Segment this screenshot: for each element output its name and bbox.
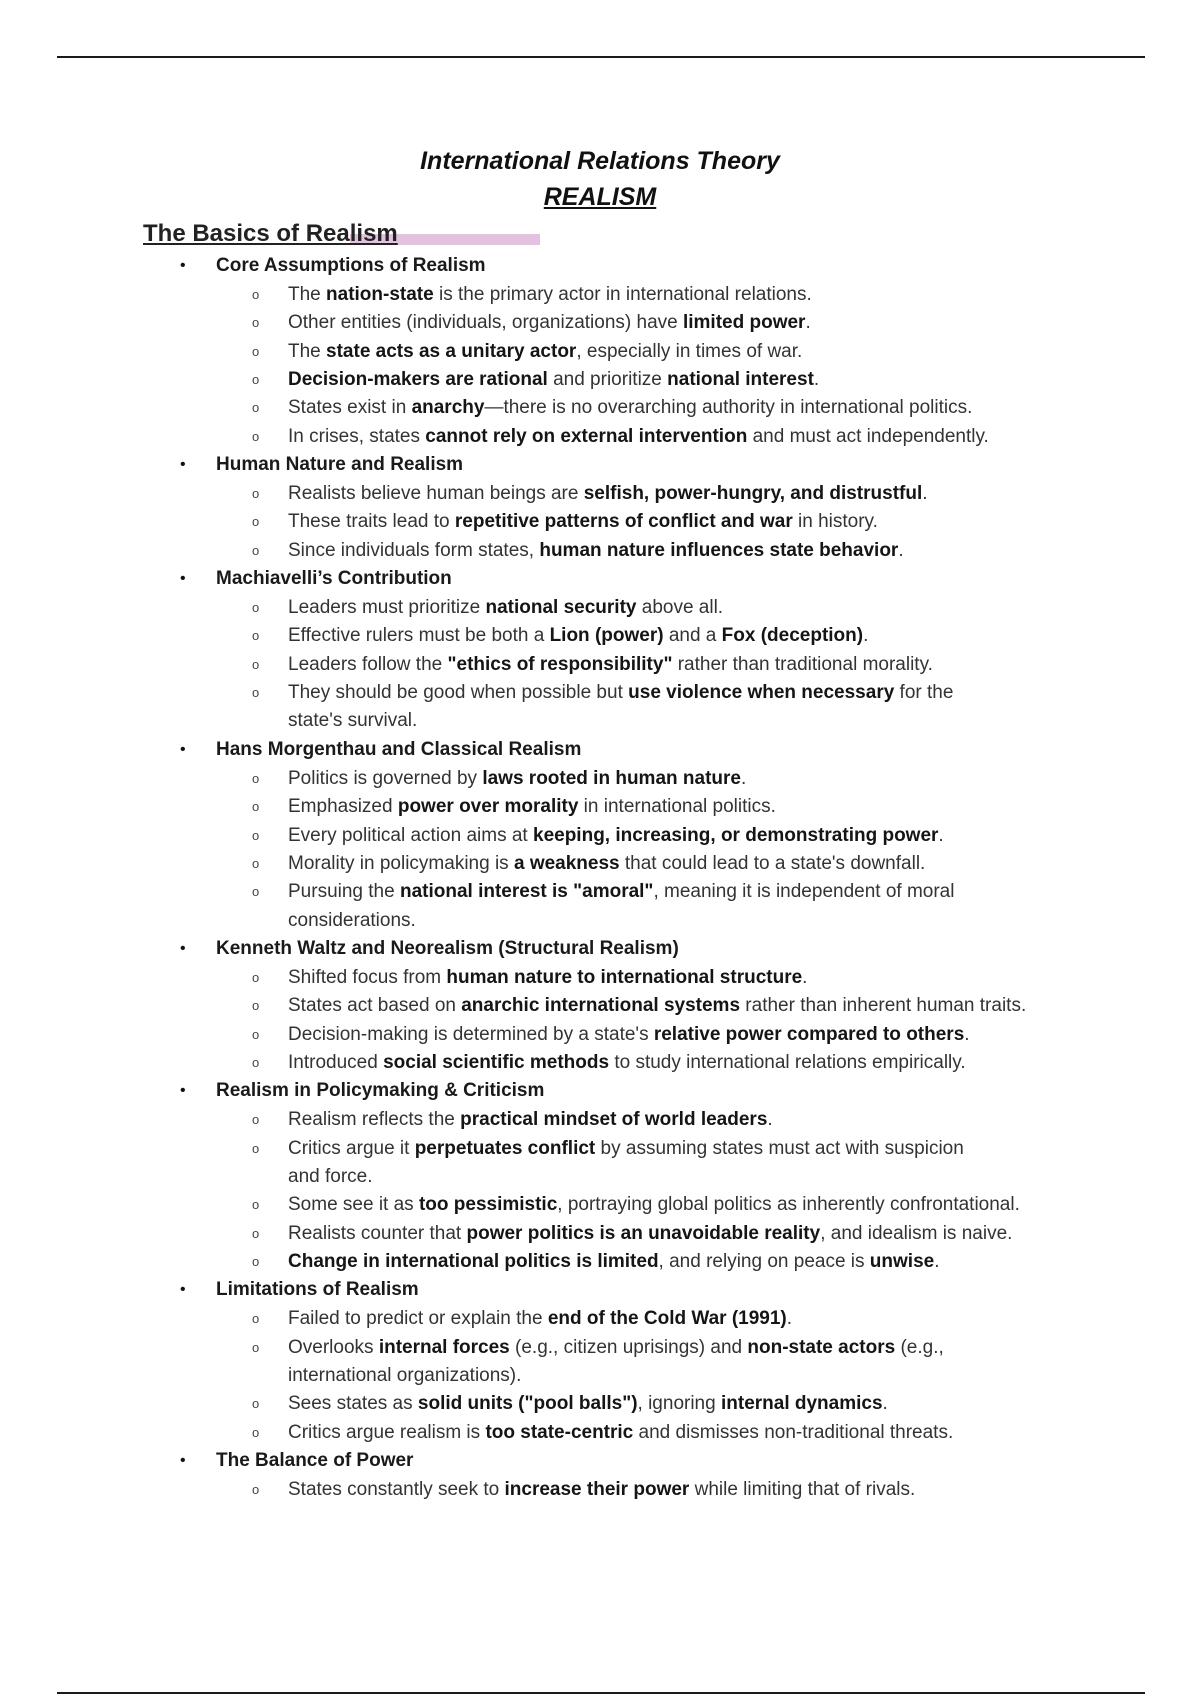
sub-bullet-icon: o <box>252 770 260 786</box>
sub-bullet-icon: o <box>252 1112 260 1128</box>
sub-bullet-icon: o <box>252 855 260 871</box>
sub-item <box>0 707 1200 735</box>
sub-bullet-icon: o <box>252 514 260 530</box>
sub-item-text: Other entities (individuals, organizations) have limited power. <box>288 312 811 334</box>
sub-item <box>0 1334 1200 1362</box>
sub-item <box>0 281 1200 309</box>
sub-item-text: considerations. <box>288 909 416 931</box>
sub-item <box>0 1248 1200 1276</box>
sub-item <box>0 964 1200 992</box>
sub-item-text: States constantly seek to increase their power while limiting that of rivals. <box>288 1479 916 1501</box>
sub-bullet-icon: o <box>252 1197 260 1213</box>
sub-bullet-icon: o <box>252 1225 260 1241</box>
sub-bullet-icon: o <box>252 685 260 701</box>
sub-bullet-icon: o <box>252 1482 260 1498</box>
sub-bullet-icon: o <box>252 799 260 815</box>
sub-item-text: Realists believe human beings are selfish, power-hungry, and distrustful. <box>288 483 928 505</box>
sub-item <box>0 394 1200 422</box>
sub-item-text: Introduced social scientific methods to study international relations empirically. <box>288 1051 966 1073</box>
sub-item-text: Shifted focus from human nature to international structure. <box>288 966 808 988</box>
sub-item-text: Critics argue realism is too state-centric and dismisses non-traditional threats. <box>288 1421 954 1443</box>
sub-bullet-icon: o <box>252 1311 260 1327</box>
topic-label: Human Nature and Realism <box>216 454 464 476</box>
topic-item <box>0 252 1200 281</box>
sub-item-text: Effective rulers must be both a Lion (power) and a Fox (deception). <box>288 625 869 647</box>
topic-label: Kenneth Waltz and Neorealism (Structural Realism) <box>216 937 679 959</box>
bullet-icon: • <box>180 1082 186 1100</box>
sub-item-text: They should be good when possible but use violence when necessary for the <box>288 682 954 704</box>
topic-label: The Balance of Power <box>216 1450 414 1472</box>
topic-item <box>0 1077 1200 1106</box>
topic-item <box>0 565 1200 594</box>
topic-item <box>0 736 1200 765</box>
sub-item <box>0 1390 1200 1418</box>
topic-label: Machiavelli’s Contribution <box>216 568 452 590</box>
sub-item <box>0 1362 1200 1390</box>
sub-bullet-icon: o <box>252 1140 260 1156</box>
sub-item-text: state's survival. <box>288 710 418 732</box>
sub-bullet-icon: o <box>252 400 260 416</box>
sub-item <box>0 1305 1200 1333</box>
sub-item-text: Politics is governed by laws rooted in human nature. <box>288 767 747 789</box>
sub-item-text: Since individuals form states, human nature influences state behavior. <box>288 539 904 561</box>
sub-bullet-icon: o <box>252 315 260 331</box>
sub-item-text: Leaders must prioritize national security above all. <box>288 597 724 619</box>
sub-item-text: Emphasized power over morality in international politics. <box>288 796 776 818</box>
sub-item <box>0 1419 1200 1447</box>
bullet-icon: • <box>180 939 186 957</box>
document-subtitle: REALISM <box>543 183 657 211</box>
sub-item-text: Overlooks internal forces (e.g., citizen uprisings) and non-state actors (e.g., <box>288 1336 944 1358</box>
sub-bullet-icon: o <box>252 1396 260 1412</box>
sub-bullet-icon: o <box>252 287 260 302</box>
sub-item-text: These traits lead to repetitive patterns of conflict and war in history. <box>288 511 878 533</box>
sub-item <box>0 508 1200 536</box>
bullet-icon: • <box>180 740 186 758</box>
sub-bullet-icon: o <box>252 656 260 672</box>
sub-item <box>0 309 1200 337</box>
topic-label: Realism in Policymaking & Criticism <box>216 1080 545 1102</box>
sub-item-text: Decision-making is determined by a state's relative power compared to others. <box>288 1023 970 1045</box>
sub-item <box>0 594 1200 622</box>
document-title: International Relations Theory <box>420 147 780 175</box>
sub-item-text: Change in international politics is limited, and relying on peace is unwise. <box>288 1250 940 1272</box>
sub-item-text: Morality in policymaking is a weakness that could lead to a state's downfall. <box>288 852 926 874</box>
sub-item <box>0 850 1200 878</box>
sub-item <box>0 537 1200 565</box>
sub-item <box>0 622 1200 650</box>
sub-item-text: international organizations). <box>288 1365 522 1386</box>
sub-item <box>0 1021 1200 1049</box>
header-rule <box>57 56 1145 58</box>
sub-bullet-icon: o <box>252 428 260 444</box>
sub-bullet-icon: o <box>252 827 260 843</box>
sub-bullet-icon: o <box>252 1424 260 1440</box>
sub-item <box>0 765 1200 793</box>
sub-bullet-icon: o <box>252 998 260 1014</box>
sub-item <box>0 878 1200 906</box>
sub-bullet-icon: o <box>252 486 260 502</box>
sub-item-text: Failed to predict or explain the end of the Cold War (1991). <box>288 1308 793 1330</box>
sub-bullet-icon: o <box>252 884 260 900</box>
sub-bullet-icon: o <box>252 542 260 558</box>
topic-label: Hans Morgenthau and Classical Realism <box>216 738 582 760</box>
sub-bullet-icon: o <box>252 372 260 388</box>
sub-item <box>0 907 1200 935</box>
sub-item-text: Sees states as solid units ("pool balls"), ignoring internal dynamics. <box>288 1393 888 1415</box>
sub-bullet-icon: o <box>252 628 260 644</box>
sub-item <box>0 1049 1200 1077</box>
sub-item <box>0 822 1200 850</box>
sub-item <box>0 992 1200 1020</box>
sub-item-text: Realists counter that power politics is an unavoidable reality, and idealism is naive. <box>288 1222 1013 1244</box>
sub-item-text: Realism reflects the practical mindset of world leaders. <box>288 1109 773 1131</box>
sub-item-text: Leaders follow the "ethics of responsibility" rather than traditional morality. <box>288 653 933 675</box>
sub-item <box>0 338 1200 366</box>
bullet-icon: • <box>180 456 186 474</box>
bullet-icon: • <box>180 1452 186 1470</box>
sub-item <box>0 1476 1200 1504</box>
sub-item <box>0 1220 1200 1248</box>
bullet-icon: • <box>180 1281 186 1299</box>
sub-item-text: States act based on anarchic international systems rather than inherent human traits. <box>288 995 1027 1017</box>
topic-list <box>0 252 1200 1504</box>
sub-item-text: Critics argue it perpetuates conflict by assuming states must act with suspicion <box>288 1137 964 1159</box>
topic-label: Core Assumptions of Realism <box>216 255 486 276</box>
sub-item-text: The state acts as a unitary actor, especially in times of war. <box>288 340 803 362</box>
topic-item <box>0 935 1200 964</box>
topic-item <box>0 1276 1200 1305</box>
bullet-icon: • <box>180 257 186 274</box>
sub-item <box>0 679 1200 707</box>
sub-bullet-icon: o <box>252 1054 260 1070</box>
sub-item-text: States exist in anarchy—there is no overarching authority in international politics. <box>288 397 973 419</box>
sub-item-text: Decision-makers are rational and prioritize national interest. <box>288 369 820 391</box>
sub-bullet-icon: o <box>252 600 260 616</box>
sub-item-text: The nation-state is the primary actor in international relations. <box>288 284 812 305</box>
sub-item <box>0 1191 1200 1219</box>
sub-item <box>0 423 1200 451</box>
topic-item <box>0 451 1200 480</box>
sub-item-text: Every political action aims at keeping, increasing, or demonstrating power. <box>288 824 944 846</box>
sub-item-text: and force. <box>288 1165 373 1187</box>
sub-bullet-icon: o <box>252 343 260 359</box>
sub-item-text: Pursuing the national interest is "amoral", meaning it is independent of moral <box>288 881 955 903</box>
section-heading: The Basics of Realism <box>143 220 398 247</box>
sub-item <box>0 480 1200 508</box>
sub-item-text: In crises, states cannot rely on external intervention and must act independently. <box>288 425 989 447</box>
sub-bullet-icon: o <box>252 1253 260 1269</box>
sub-item <box>0 366 1200 394</box>
bullet-icon: • <box>180 570 186 588</box>
footer-rule <box>57 1692 1145 1694</box>
sub-bullet-icon: o <box>252 969 260 985</box>
sub-item <box>0 1163 1200 1191</box>
sub-item <box>0 651 1200 679</box>
sub-bullet-icon: o <box>252 1026 260 1042</box>
sub-item <box>0 1135 1200 1163</box>
topic-label: Limitations of Realism <box>216 1279 419 1301</box>
topic-item <box>0 1447 1200 1476</box>
sub-item-text: Some see it as too pessimistic, portraying global politics as inherently confrontational. <box>288 1194 1020 1216</box>
sub-bullet-icon: o <box>252 1339 260 1355</box>
sub-item <box>0 1106 1200 1134</box>
sub-item <box>0 793 1200 821</box>
